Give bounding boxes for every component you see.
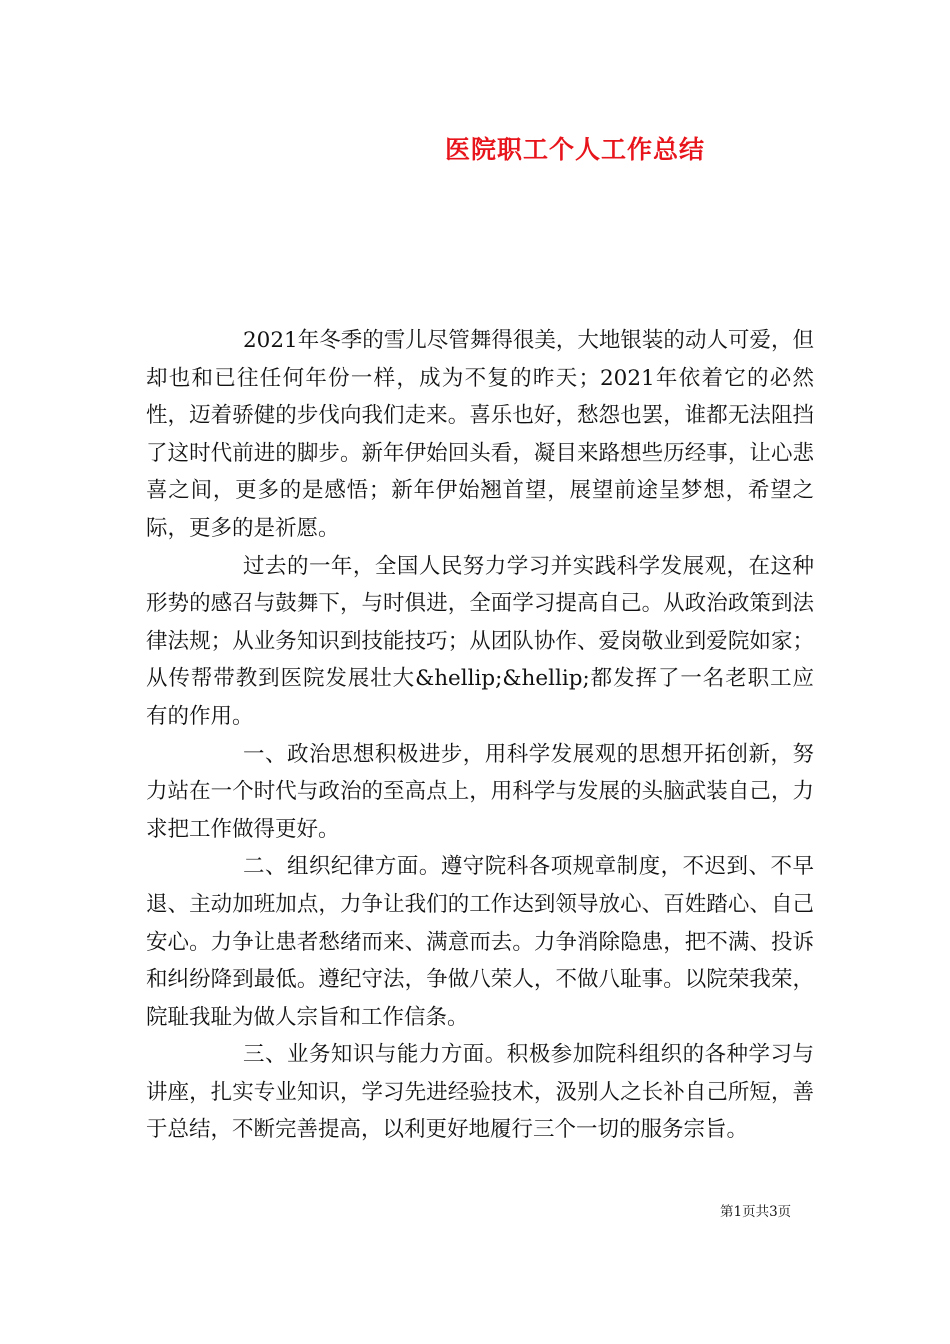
paragraph-3: 一、政治思想积极进步，用科学发展观的思想开拓创新，努力站在一个时代与政治的至高点上，用科学与发展的头脑武装自己，力求把工作做得更好。 <box>146 741 814 842</box>
paragraph-2: 过去的一年，全国人民努力学习并实践科学发展观，在这种形势的感召与鼓舞下，与时俱进，全面学习提高自己。从政治政策到法律法规；从业务知识到技能技巧；从团队协作、爱岗敬业到爱院如家；从传帮带教到医院发展壮大&hellip;&hellip;都发挥了一名老职工应有的作用。 <box>146 553 814 729</box>
page-number-footer: 第1页共3页 <box>720 1204 792 1220</box>
document-title: 医院职工个人工作总结 <box>444 135 705 164</box>
paragraph-1: 2021年冬季的雪儿尽管舞得很美，大地银装的动人可爱，但却也和已往任何年份一样，成为不复的昨天；2021年依着它的必然性，迈着骄健的步伐向我们走来。喜乐也好，愁怨也罢，谁都无法阻挡了这时代前进的脚步。新年伊始回头看，凝目来路想些历经事，让心悲喜之间，更多的是感悟；新年伊始翘首望，展望前途呈梦想，希望之际，更多的是祈愿。 <box>146 328 814 541</box>
paragraph-4: 二、组织纪律方面。遵守院科各项规章制度，不迟到、不早退、主动加班加点，力争让我们的工作达到领导放心、百姓踏心、自己安心。力争让患者愁绪而来、满意而去。力争消除隐患，把不满、投诉和纠纷降到最低。遵纪守法，争做八荣人，不做八耻事。以院荣我荣，院耻我耻为做人宗旨和工作信条。 <box>146 854 814 1030</box>
document-body <box>146 322 814 1149</box>
paragraph-5: 三、业务知识与能力方面。积极参加院科组织的各种学习与讲座，扎实专业知识，学习先进经验技术，汲别人之长补自己所短，善于总结，不断完善提高，以利更好地履行三个一切的服务宗旨。 <box>146 1042 814 1143</box>
